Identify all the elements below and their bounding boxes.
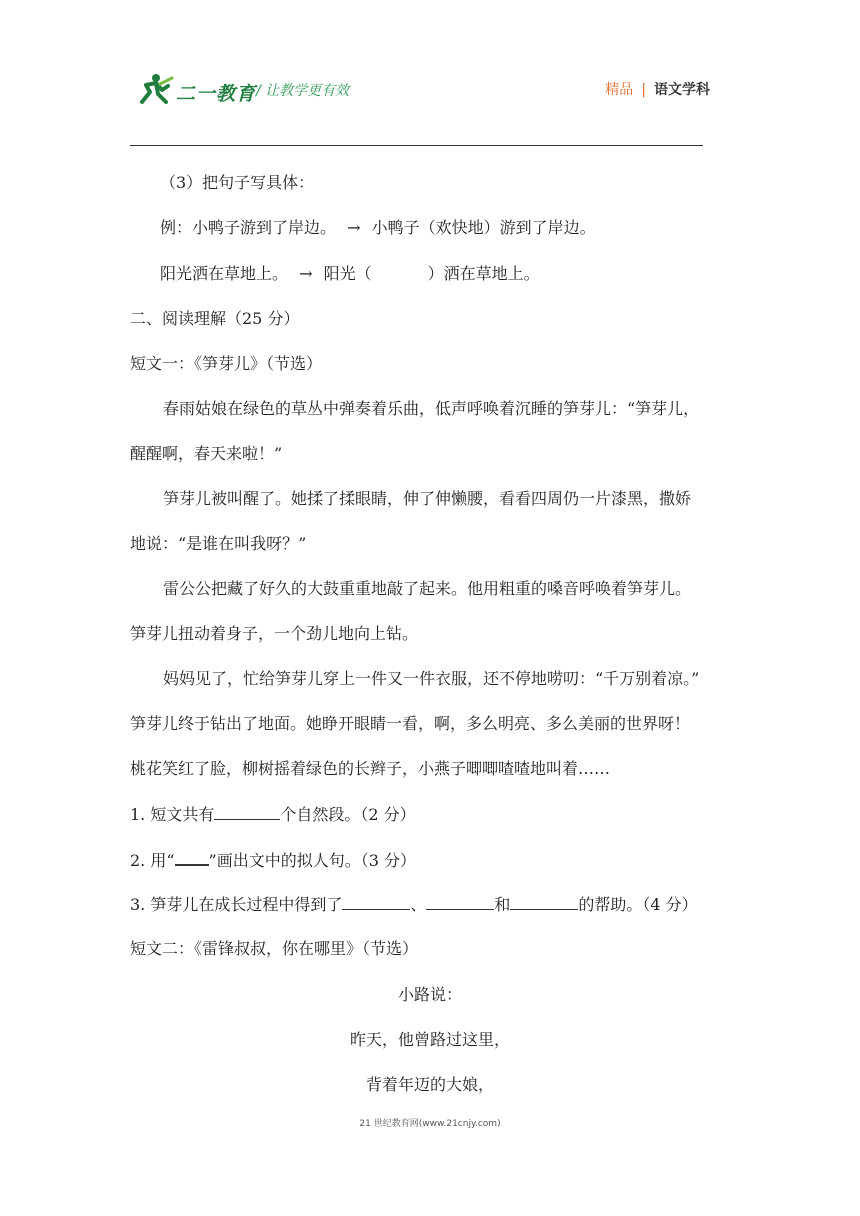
question-3-blank-3[interactable] bbox=[510, 893, 578, 910]
question-3-blank-1[interactable] bbox=[342, 893, 410, 910]
paragraph-3-line-1: 雷公公把藏了好久的大鼓重重地敲了起来。他用粗重的嗓音呼唤着笋芽儿。 bbox=[163, 579, 692, 598]
brand-slogan: / 让教学更有效 bbox=[256, 83, 350, 99]
header-divider bbox=[130, 145, 703, 146]
text2-title: 短文二：《雷锋叔叔，你在哪里》（节选） bbox=[130, 939, 419, 958]
text1-title: 短文一：《笋芽儿》（节选） bbox=[130, 354, 323, 373]
page-header bbox=[0, 0, 860, 150]
task-after-end: ）洒在草地上。 bbox=[427, 264, 540, 283]
question-2 bbox=[130, 848, 416, 872]
paragraph-4-line-2: 笋芽儿终于钻出了地面。她睁开眼睛一看，啊，多么明亮、多么美丽的世界呀！ bbox=[130, 714, 691, 733]
question-1 bbox=[130, 803, 416, 826]
question-1-start: 1. 短文共有 bbox=[130, 805, 215, 824]
paragraph-1-line-2: 醒醒啊，春天来啦！” bbox=[130, 444, 283, 463]
arrow-icon: → bbox=[347, 218, 361, 237]
poem-line-1: 小路说： bbox=[397, 985, 462, 1004]
tag-separator: | bbox=[641, 82, 646, 98]
question-1-blank[interactable] bbox=[214, 803, 280, 820]
question-3-comma: 、 bbox=[410, 895, 427, 914]
question-1-end: 个自然段。（2 分） bbox=[280, 805, 416, 824]
underline-sample bbox=[175, 848, 209, 866]
question-3-blank-2[interactable] bbox=[426, 893, 494, 910]
example-before: 例：小鸭子游到了岸边。 bbox=[160, 218, 337, 237]
paragraph-3-line-2: 笋芽儿扭动着身子，一个劲儿地向上钻。 bbox=[130, 624, 419, 643]
paragraph-2-line-2: 地说：“是谁在叫我呀？” bbox=[130, 534, 307, 553]
section-2-heading: 二、阅读理解（25 分） bbox=[130, 309, 300, 328]
paragraph-4-line-1: 妈妈见了，忙给笋芽儿穿上一件又一件衣服，还不停地唠叨：“千万别着凉。” bbox=[163, 669, 700, 688]
task-after-start: 阳光（ bbox=[323, 264, 372, 283]
poem-line-3: 背着年迈的大娘， bbox=[365, 1075, 494, 1094]
q3-task bbox=[160, 263, 540, 285]
poem-line-2: 昨天，他曾路过这里， bbox=[349, 1030, 510, 1049]
subject-tag bbox=[605, 79, 710, 99]
brand-name: 二一教育 bbox=[176, 84, 257, 105]
paragraph-1-line-1: 春雨姑娘在绿色的草丛中弹奏着乐曲，低声呼唤着沉睡的笋芽儿：“笋芽儿， bbox=[163, 399, 700, 418]
q3-example bbox=[160, 217, 596, 239]
question-3-start: 3. 笋芽儿在成长过程中得到了 bbox=[130, 895, 343, 914]
example-after: 小鸭子（欢快地）游到了岸边。 bbox=[371, 218, 596, 237]
task-before: 阳光洒在草地上。 bbox=[160, 264, 289, 283]
question-2-end: ”画出文中的拟人句。（3 分） bbox=[208, 851, 416, 870]
q3-title: （3）把句子写具体： bbox=[160, 173, 315, 192]
question-3-and: 和 bbox=[494, 895, 511, 914]
question-2-start: 2. 用“ bbox=[130, 851, 175, 870]
question-3-end: 的帮助。（4 分） bbox=[578, 895, 698, 914]
subject-label: 语文学科 bbox=[654, 82, 710, 98]
question-3 bbox=[130, 893, 698, 916]
paragraph-2-line-1: 笋芽儿被叫醒了。她揉了揉眼睛，伸了伸懒腰，看看四周仍一片漆黑，撒娇 bbox=[163, 489, 692, 508]
paragraph-4-line-3: 桃花笑红了脸，柳树摇着绿色的长辫子，小燕子唧唧喳喳地叫着…… bbox=[130, 759, 611, 778]
arrow-icon: → bbox=[299, 264, 313, 283]
page-footer: 21 世纪教育网(www.21cnjy.com) bbox=[359, 1119, 501, 1129]
quality-label: 精品 bbox=[605, 82, 634, 98]
